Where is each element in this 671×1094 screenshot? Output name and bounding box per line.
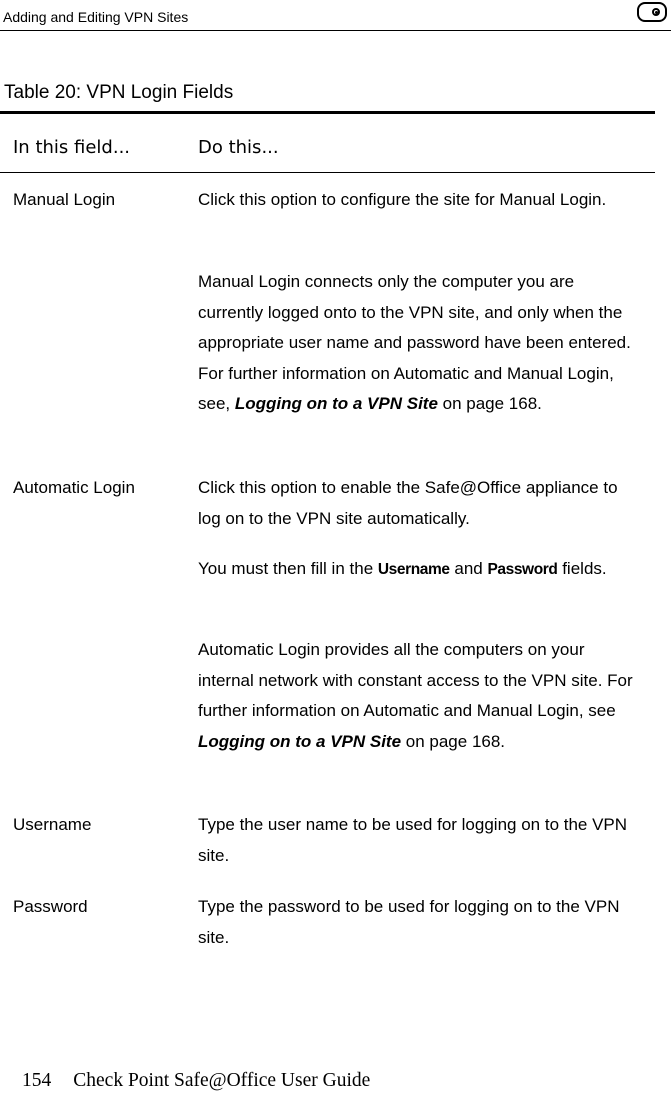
header-title: Adding and Editing VPN Sites xyxy=(3,9,189,25)
field-username: Username xyxy=(13,815,92,834)
password-term: Password xyxy=(487,561,558,578)
desc-manual-login-1: Click this option to configure the site for Manual Login. xyxy=(198,190,607,209)
desc-password: Type the password to be used for logging on to the VPN site. xyxy=(198,897,620,947)
safe-at-office-logo-icon xyxy=(637,2,667,22)
username-term: Username xyxy=(377,561,450,578)
desc-manual-login-2: Manual Login connects only the computer you are currently logged onto to the VPN site, and only when the appropriate user name and password have been entered. For further information on Automatic and Manual Login, see, Logging on to a VPN Site on page 168. xyxy=(198,272,631,413)
field-password: Password xyxy=(13,897,88,916)
table-top-rule xyxy=(0,111,655,114)
xref-logging-on-vpn-site[interactable]: Logging on to a VPN Site xyxy=(234,394,438,413)
table-header-rule xyxy=(0,172,655,173)
table-caption: Table 20: VPN Login Fields xyxy=(4,82,234,103)
xref-logging-on-vpn-site-2[interactable]: Logging on to a VPN Site xyxy=(198,731,402,751)
desc-automatic-login-2: You must then fill in the Username and Password fields. xyxy=(198,559,607,578)
book-title: Check Point Safe@Office User Guide xyxy=(73,1070,371,1091)
desc-automatic-login-1: Click this option to enable the Safe@Office appliance to log on to the VPN site automatically. xyxy=(198,478,618,528)
desc-username: Type the user name to be used for logging on to the VPN site. xyxy=(198,815,628,865)
page-header xyxy=(0,0,671,31)
field-automatic-login: Automatic Login xyxy=(13,478,135,497)
page-number: 154 xyxy=(22,1070,52,1091)
column-header-action: Do this... xyxy=(198,137,279,158)
field-manual-login: Manual Login xyxy=(13,190,116,209)
page-footer xyxy=(22,1070,370,1092)
column-header-field: In this field... xyxy=(13,137,131,158)
desc-automatic-login-3: Automatic Login provides all the computers on your internal network with constant access to the VPN site. For further information on Automatic and Manual Login, see Logging on to a VPN Site on page 168. xyxy=(198,640,633,751)
